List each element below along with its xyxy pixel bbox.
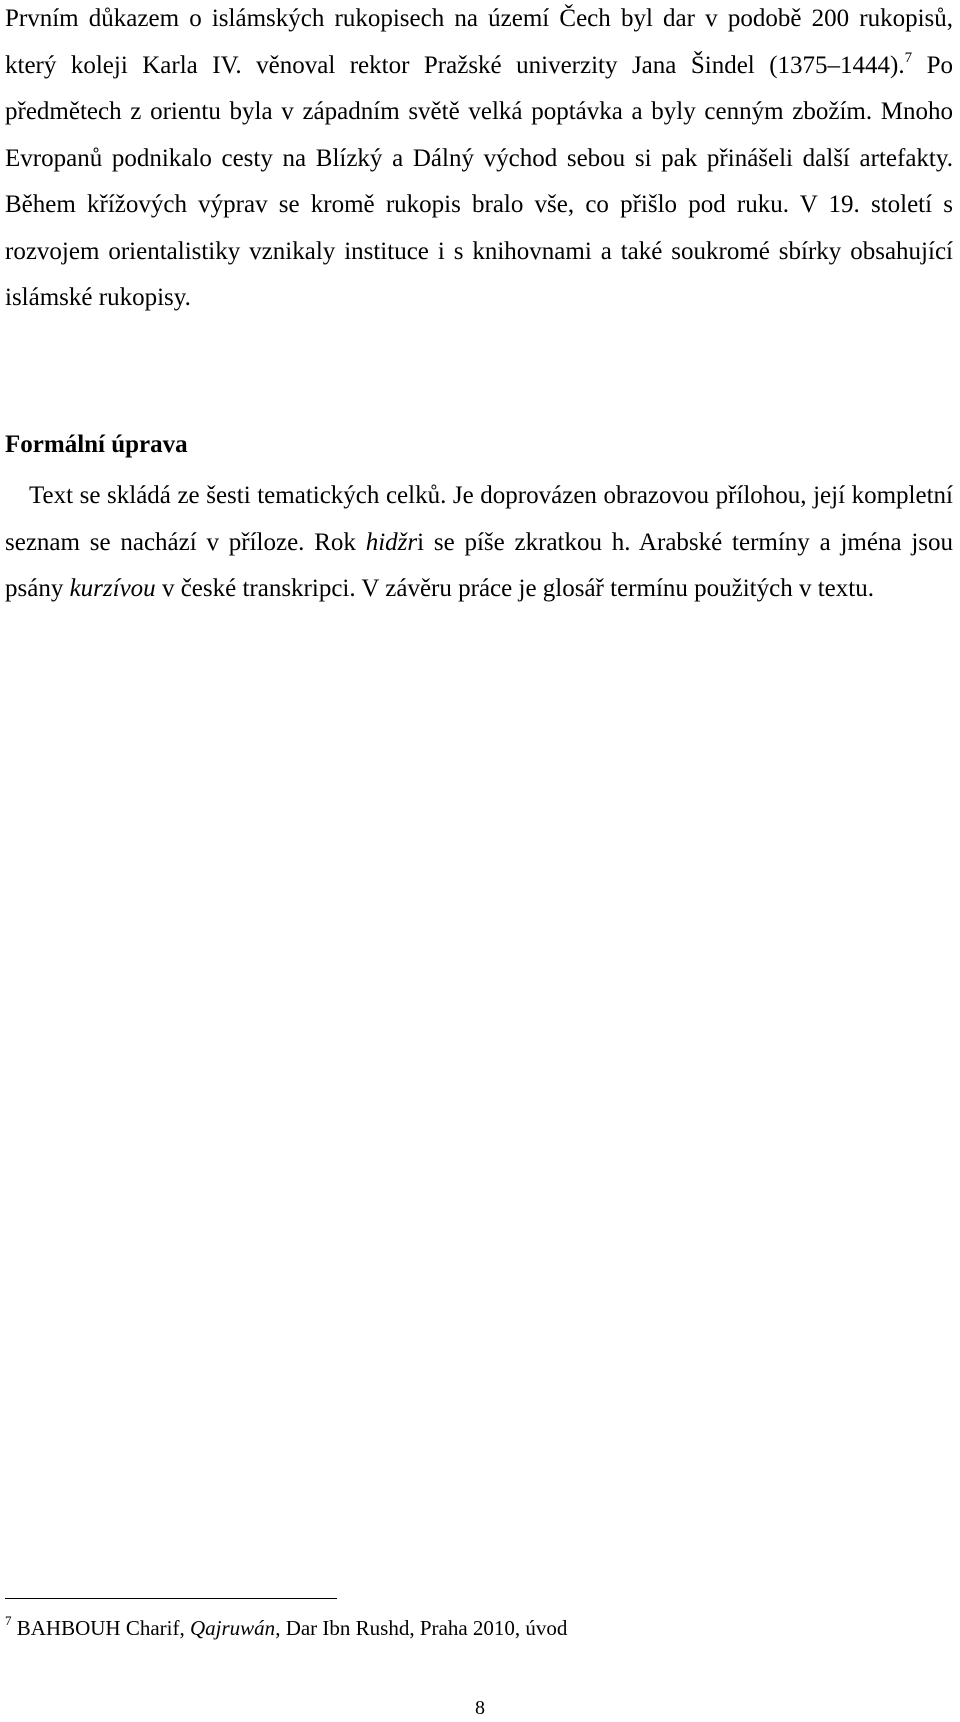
section-heading: Formální úprava xyxy=(5,431,188,458)
footnote-text: , Dar Ibn Rushd, Praha 2010, úvod xyxy=(275,1616,568,1640)
page-number: 8 xyxy=(475,1697,485,1719)
paragraph-text: v české transkripci. V závěru práce je glosář termínu použitých v textu. xyxy=(155,575,874,602)
paragraph-text: i se píše zkratkou h. Arabské termíny a jména jsou psány xyxy=(5,528,954,602)
footnote xyxy=(5,1614,567,1642)
footnote-reference[interactable]: 7 xyxy=(904,49,913,66)
italic-term: hidžr xyxy=(365,528,418,556)
paragraph-text: Po předmětech z orientu byla v západním světě velká poptávka a byly cenným zbožím. Mnoho Evropanů podnikalo cesty na Blízký a Dálný východ sebou si pak přinášeli další artefakty. Během křížových výprav se kromě rukopis bralo vše, co přišlo pod ruku. V 19. století s rozvojem orientalistiky vznikaly instituce i s knihovnami a také soukromé sbírky obsahující islámské rukopisy. xyxy=(5,51,954,311)
footnote-separator xyxy=(5,1598,337,1599)
body-paragraph xyxy=(5,473,953,613)
body-paragraph xyxy=(5,0,953,322)
footnote-number: 7 xyxy=(5,1613,12,1628)
paragraph-text: Prvním důkazem o islámských rukopisech na území Čech byl dar v podobě 200 rukopisů, který koleji Karla IV. věnoval rektor Pražské univerzity Jana Šindel (1375–1444). xyxy=(5,5,953,79)
footnote-title: Qajruwán xyxy=(190,1616,276,1640)
footnote-text: BAHBOUH Charif, xyxy=(11,1616,190,1640)
italic-term: kurzívou xyxy=(69,575,156,602)
paragraph-text: Text se skládá ze šesti tematických celků. Je doprovázen obrazovou přílohou, její kompletní seznam se nachází v příloze. Rok xyxy=(5,482,953,556)
